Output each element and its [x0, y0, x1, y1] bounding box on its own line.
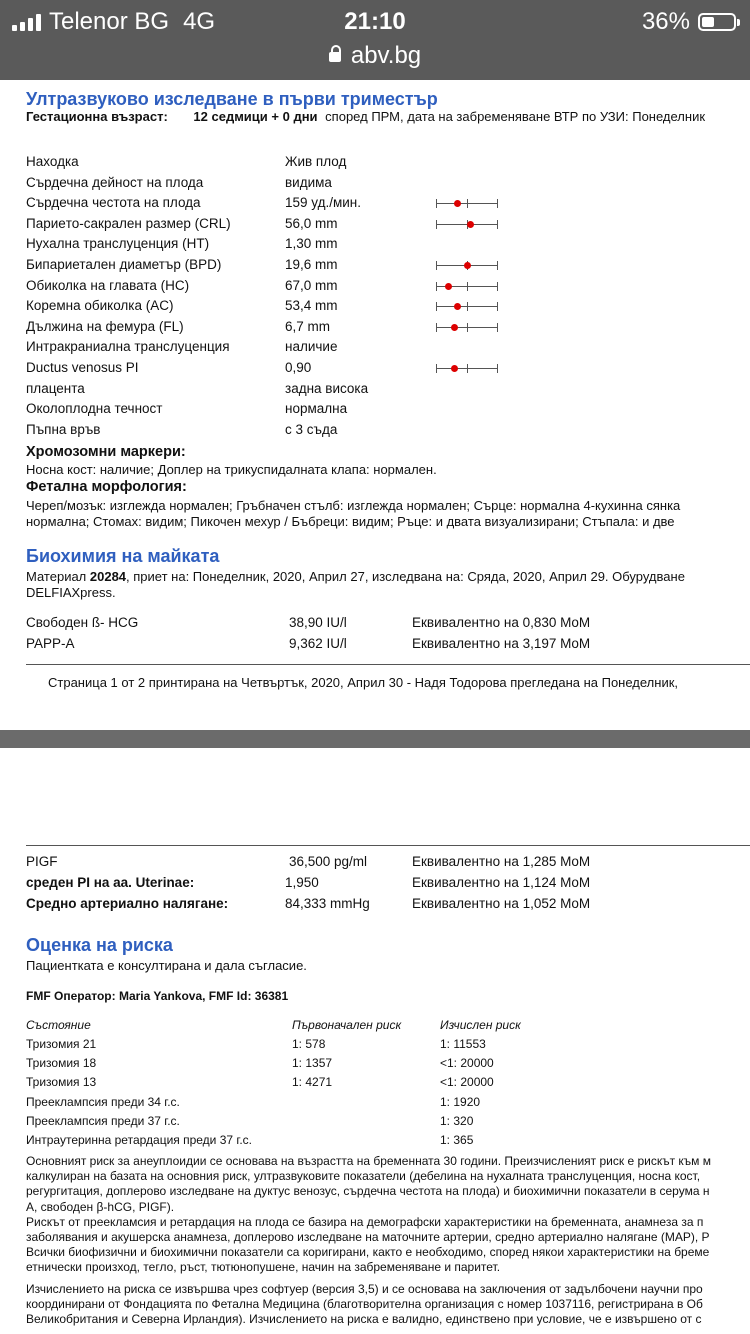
p2-row-value: 84,333 mmHg: [285, 896, 370, 911]
bio-row-value: 9,362 IU/l: [289, 636, 347, 651]
finding-value: 159 уд./мин.: [285, 195, 361, 211]
risk-cell: 1: 11553: [440, 1037, 486, 1051]
chromo-heading: Хромозомни маркери:: [26, 444, 186, 460]
risk-title: Оценка на риска: [26, 935, 173, 955]
battery-percent: 36%: [641, 8, 690, 35]
gestational-age-line: Гестационна възраст: 12 седмици + 0 дни според ПРМ, дата на забременяване ВТР по УЗИ: Понеделник: [26, 109, 706, 124]
report-page-2: [0, 748, 750, 1334]
battery: [642, 8, 736, 36]
lock-icon: [329, 52, 341, 62]
finding-value: 56,0 mm: [285, 215, 338, 231]
reference-range-gauge: [436, 261, 498, 271]
p2-row-value: 36,500 pg/ml: [289, 854, 368, 869]
finding-label: Нухална транслуценция (НТ): [26, 236, 210, 252]
reference-range-gauge: [436, 220, 498, 230]
finding-value: нормална: [285, 401, 348, 417]
p2-row-mom: Еквивалентно на 1,285 MoM: [412, 854, 591, 869]
finding-value: 53,4 mm: [285, 298, 338, 314]
risk-header: Изчислен риск: [440, 1018, 521, 1032]
explanation-line: координирани от Фондацията по Фетална Медицина (благотворителна организация с номер 1037116, регистрирана в Об: [26, 1297, 703, 1312]
bio-row-label: PAPP-A: [26, 636, 75, 651]
operator-line: FMF Оператор: Maria Yankova, FMF Id: 36381: [26, 989, 289, 1003]
page-footer: Страница 1 от 2 принтирана на Четвъртък, 2020, Април 30 - Надя Тодорова прегледана на Понеделник,: [48, 675, 679, 690]
gauge-marker: [467, 221, 474, 228]
bio-row-mom: Еквивалентно на 0,830 MoM: [412, 615, 591, 630]
risk-cell: 1: 1920: [440, 1094, 481, 1109]
finding-label: Интракраниална транслуценция: [26, 339, 230, 355]
explanation-line: А, свободен β-hCG, PIGF).: [26, 1199, 175, 1214]
reference-range-gauge: [436, 199, 498, 209]
risk-cell: Тризомия 13: [26, 1075, 97, 1090]
divider: [26, 664, 750, 665]
risk-cell: 1: 4271: [292, 1075, 333, 1090]
status-bar: [0, 0, 750, 80]
reference-range-gauge: [436, 323, 498, 333]
explanation-line: Всички биофизични и биохимични показатели са коригирани, както е необходимо, според някои характеристики на бреме: [26, 1245, 710, 1260]
explanation-line: Основният риск за анеуплоидии се основава на възрастта на бременната 30 години. Преизчисленият риск е рискът към м: [26, 1154, 712, 1168]
morphology-line-1: Череп/мозък: изглежда нормален; Гръбначен стълб: изглежда нормален; Сърце: нормална 4-кухинна сянка: [26, 498, 681, 513]
finding-label: плацента: [26, 380, 85, 396]
morphology-heading: Фетална морфология:: [26, 479, 187, 495]
chromo-text: Носна кост: наличие; Доплер на трикуспидалната клапа: нормален.: [26, 462, 437, 477]
bio-row-mom: Еквивалентно на 3,197 MoM: [412, 636, 591, 651]
report-page-1: [0, 80, 750, 730]
p2-row-label: Средно артериално налягане:: [26, 896, 229, 911]
finding-value: Жив плод: [285, 154, 347, 169]
report-title: Ултразвуково изследване в първи триместър: [26, 89, 438, 109]
explanation-line: етнически произход, тегло, ръст, тютюнопушене, начин на забременяване и паритет.: [26, 1260, 501, 1275]
risk-cell: <1: 20000: [440, 1075, 494, 1090]
finding-label: Бипариетален диаметър (BPD): [26, 257, 222, 272]
consent-text: Пациентката е консултирана и дала съгласие.: [26, 958, 307, 973]
finding-value: задна висока: [285, 380, 369, 396]
carrier-name: Telenor BG: [49, 8, 170, 35]
p2-row-label: PIGF: [26, 854, 58, 869]
risk-header: Първоначален риск: [292, 1018, 402, 1032]
risk-cell: 1: 320: [440, 1113, 474, 1128]
risk-header: Състояние: [26, 1018, 91, 1032]
material-line-2: DELFIAXpress.: [26, 585, 116, 600]
finding-value: 19,6 mm: [285, 257, 338, 272]
explanation-line: Рискът от преекламсия и ретардация на плода се базира на демографски характеристики на бременната, анамнеза за п: [26, 1214, 704, 1229]
material-line: Материал 20284, приет на: Понеделник, 2020, Април 27, изследвана на: Сряда, 2020, Април 29. Обурудване: [26, 569, 685, 584]
finding-label: Ductus venosus PI: [26, 360, 139, 375]
finding-label: Сърдечна дейност на плода: [26, 174, 204, 190]
battery-icon: [698, 13, 736, 31]
risk-cell: Прееклампсия преди 34 г.с.: [26, 1094, 180, 1109]
finding-label: Дължина на фемура (FL): [26, 318, 184, 334]
p2-row-value: 1,950: [285, 875, 319, 890]
divider: [26, 845, 750, 846]
address-bar[interactable]: [0, 42, 750, 70]
finding-label: Сърдечна честота на плода: [26, 195, 201, 211]
risk-cell: Тризомия 18: [26, 1056, 97, 1071]
finding-value: видима: [285, 174, 332, 190]
url-text: abv.bg: [350, 42, 422, 69]
finding-label: Находка: [26, 154, 79, 169]
morphology-line-2: нормална; Стомах: видим; Пикочен мехур / Бъбреци: видим; Ръце: и двата визуализирани; Стъпала: и две: [26, 514, 675, 529]
page-break: [0, 730, 750, 748]
finding-value: 1,30 mm: [285, 236, 338, 252]
bio-row-label: Свободен ß- HCG: [26, 615, 139, 630]
risk-cell: Интраутеринна ретардация преди 37 г.с.: [26, 1133, 252, 1147]
risk-cell: 1: 578: [292, 1037, 326, 1051]
bio-row-value: 38,90 IU/l: [289, 615, 347, 630]
p2-row-mom: Еквивалентно на 1,052 MoM: [412, 896, 591, 911]
gauge-marker: [451, 324, 458, 331]
clock: 21:10: [344, 8, 406, 35]
risk-cell: Тризомия 21: [26, 1037, 97, 1051]
finding-label: Париeто-сакрален размер (CRL): [26, 215, 231, 231]
reference-range-gauge: [436, 282, 498, 292]
finding-label: Околоплодна течност: [26, 401, 163, 417]
finding-value: 6,7 mm: [285, 318, 331, 334]
explanation-line: Изчислението на риска се извършва чрез софтуер (версия 3,5) и се основава на заключения от задълбочени научни про: [26, 1282, 703, 1296]
explanation-line: Великобритания и Северна Ирландия). Изчислението на риска е валидно, единствено при условие, че е извършено от с: [26, 1312, 702, 1327]
finding-value: наличие: [285, 339, 338, 355]
risk-cell: <1: 20000: [440, 1056, 494, 1071]
gauge-marker: [454, 303, 461, 310]
p2-row-mom: Еквивалентно на 1,124 MoM: [412, 875, 591, 890]
finding-label: Обиколка на главата (HC): [26, 277, 190, 293]
explanation-line: заболявания и акушерска анамнеза, доплерово изследване на маточните артерии, средно артериално налягане (MAP), Р: [26, 1230, 710, 1244]
gauge-marker: [454, 200, 461, 207]
gauge-marker: [464, 262, 471, 269]
finding-value: с 3 съда: [285, 421, 338, 437]
biochem-title: Биохимия на майката: [26, 546, 220, 566]
risk-cell: 1: 1357: [292, 1056, 333, 1071]
risk-cell: 1: 365: [440, 1133, 474, 1147]
reference-range-gauge: [436, 364, 498, 374]
finding-label: Коремна обиколка (AC): [26, 298, 174, 314]
gauge-marker: [451, 365, 458, 372]
explanation-line: калкулиран на базата на основния риск, ултразвуковите показатели (дебелина на нухалната транслуценция, носна кост,: [26, 1169, 701, 1184]
network-type: 4G: [183, 8, 216, 35]
explanation-line: регургитация, доплерово изследване на дуктус венозус, сърдечна честота на плода) и биохимични показатели в серума н: [26, 1184, 710, 1199]
gauge-marker: [445, 283, 452, 290]
finding-value: 67,0 mm: [285, 277, 338, 293]
risk-cell: Прееклампсия преди 37 г.с.: [26, 1113, 180, 1128]
p2-row-label: среден PI на аа. Uterinae:: [26, 875, 195, 890]
reference-range-gauge: [436, 302, 498, 312]
finding-label: Пъпна връв: [26, 421, 101, 437]
finding-value: 0,90: [285, 360, 312, 375]
